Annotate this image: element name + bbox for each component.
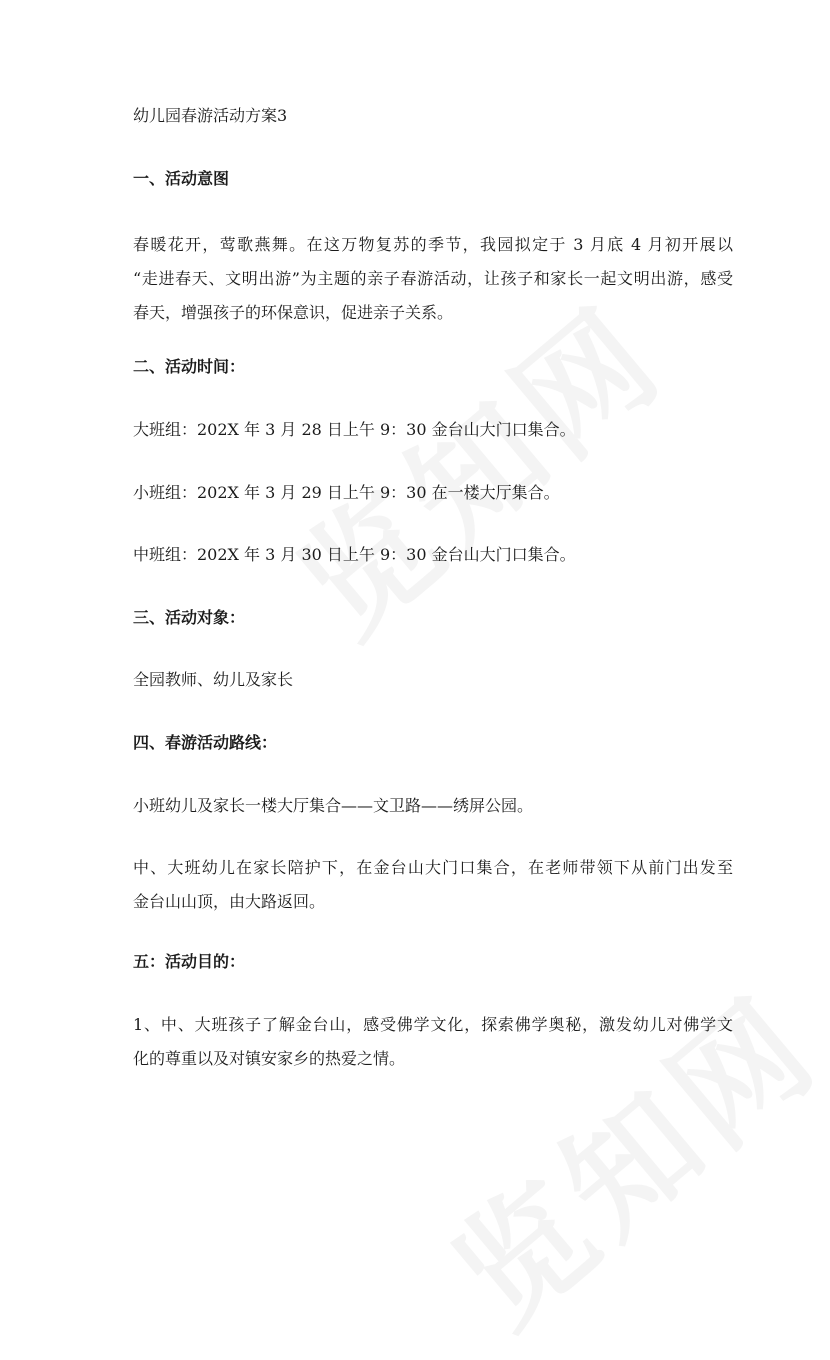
section-text-purpose bbox=[133, 1008, 733, 1076]
section-heading-time: 二、活动时间： bbox=[133, 357, 246, 376]
section-heading-participants: 三、活动对象： bbox=[133, 608, 246, 627]
paragraph-line: 春暖花开，莺歌燕舞。在这万物复苏的季节，我园拟定于 3 月底 4 月初开展以 bbox=[133, 235, 733, 254]
paragraph-line: 1、中、大班孩子了解金台山，感受佛学文化，探索佛学奥秘，激发幼儿对佛学文 bbox=[133, 1015, 733, 1034]
time-item-small-class: 小班组：202X 年 3 月 29 日上午 9：30 在一楼大厅集合。 bbox=[133, 483, 560, 502]
section-text-intent bbox=[133, 228, 733, 330]
paragraph-line: 金台山山顶，由大路返回。 bbox=[133, 892, 326, 911]
section-heading-route: 四、春游活动路线： bbox=[133, 733, 278, 752]
paragraph-line: 中、大班幼儿在家长陪护下，在金台山大门口集合，在老师带领下从前门出发至 bbox=[133, 858, 733, 877]
section-heading-purpose: 五：活动目的： bbox=[133, 952, 246, 971]
paragraph-line: 化的尊重以及对镇安家乡的热爱之情。 bbox=[133, 1049, 406, 1068]
time-item-large-class: 大班组：202X 年 3 月 28 日上午 9：30 金台山大门口集合。 bbox=[133, 420, 576, 439]
route-middle-large-class bbox=[133, 851, 733, 919]
time-item-middle-class: 中班组：202X 年 3 月 30 日上午 9：30 金台山大门口集合。 bbox=[133, 545, 576, 564]
section-text-participants: 全园教师、幼儿及家长 bbox=[133, 670, 294, 689]
paragraph-line: “走进春天、文明出游”为主题的亲子春游活动，让孩子和家长一起文明出游，感受 bbox=[133, 269, 733, 288]
paragraph-line: 春天，增强孩子的环保意识，促进亲子关系。 bbox=[133, 303, 454, 322]
section-heading-intent: 一、活动意图 bbox=[133, 169, 230, 188]
document-title: 幼儿园春游活动方案3 bbox=[133, 106, 288, 125]
route-small-class: 小班幼儿及家长一楼大厅集合——文卫路——绣屏公园。 bbox=[133, 796, 534, 815]
